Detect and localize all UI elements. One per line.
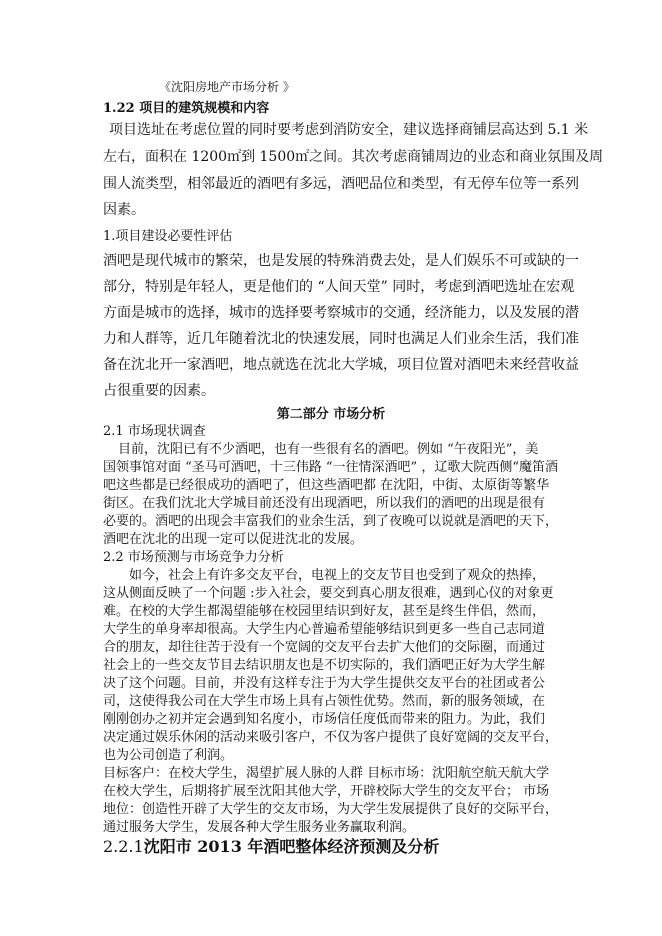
paragraph-line: 目标客户：在校大学生，渴望扩展人脉的人群 目标市场：沈阳航空航天航大学 <box>103 766 550 781</box>
section-heading-2-2: 2.2 市场预测与市场竞争力分析 <box>103 550 284 565</box>
paragraph-line: 吧这些都是已经很成功的酒吧了，但这些酒吧都 在沈阳，中街、太原街等繁华 <box>103 478 550 493</box>
section-heading-1-22: 1.22 项目的建筑规模和内容 <box>103 101 270 116</box>
paragraph-line: 目前，沈阳已有不少酒吧，也有一些很有名的酒吧。例如 “午夜阳光”，美 <box>118 442 539 457</box>
paragraph-line: 通过服务大学生，发展各种大学生服务业务赢取利润。 <box>103 820 416 835</box>
paragraph-line: 围人流类型，相邻最近的酒吧有多远，酒吧品位和类型，有无停车位等一系列 <box>103 176 579 192</box>
section-heading-necessity: 1.项目建设必要性评估 <box>103 229 233 244</box>
document-title: 《沈阳房地产市场分析 》 <box>159 80 295 94</box>
paragraph-line: 部分，特别是年轻人，更是他们的 “人间天堂” 同时，考虑到酒吧选址在宏观 <box>103 279 575 295</box>
paragraph-line: 大学生的单身率却很高。大学生内心普遍希望能够结识到更多一些自己志同道 <box>103 622 546 637</box>
section-heading-2-1: 2.1 市场现状调查 <box>103 424 206 439</box>
paragraph-line: 左右，面积在 1200㎡到 1500㎡之间。其次考虑商铺周边的业态和商业氛围及周 <box>103 149 604 165</box>
paragraph-line: 在校大学生，后期将扩展至沈阳其他大学，开辟校际大学生的交友平台； 市场 <box>103 784 550 799</box>
paragraph-line: 备在沈北开一家酒吧，地点就选在沈北大学城，项目位置对酒吧未来经营收益 <box>103 357 579 373</box>
paragraph-line: 酒吧是现代城市的繁荣，也是发展的特殊消费去处，是人们娱乐不可或缺的一 <box>103 253 579 269</box>
paragraph-line: 决了这个问题。目前，并没有这样专注于为大学生提供交友平台的社团或者公 <box>103 676 546 691</box>
paragraph-line: 街区。在我们沈北大学城目前还没有出现酒吧，所以我们的酒吧的出现是很有 <box>103 496 546 511</box>
paragraph-line: 国领事馆对面 “圣马可酒吧，十三伟路 “一往情深酒吧” ，辽歌大院西侧“魔笛酒 <box>103 460 558 475</box>
section-title: 沈阳市 2013 年酒吧整体经济预测及分析 <box>143 837 440 856</box>
paragraph-line: 这从侧面反映了一个问题 :步入社会，要交到真心朋友很难，遇到心仪的对象更 <box>103 586 554 601</box>
part-title: 第二部分 市场分析 <box>276 407 386 422</box>
paragraph-line: 决定通过娱乐休闲的活动来吸引客户，不仅为客户提供了良好宽阔的交友平台， <box>103 730 559 745</box>
section-number: 2.2.1 <box>103 837 144 856</box>
paragraph-line: 也为公司创造了利润。 <box>103 748 234 763</box>
paragraph-line: 司，这使得我公司在大学生市场上具有占领性优势。然而，新的服务领域，在 <box>103 694 546 709</box>
paragraph-line: 力和人群等，近几年随着沈北的快速发展，同时也满足人们业余生活，我们准 <box>103 331 579 347</box>
paragraph-line: 如今，社会上有许多交友平台，电视上的交友节目也受到了观众的热捧， <box>129 568 546 583</box>
paragraph-line: 方面是城市的选择，城市的选择要考察城市的交通，经济能力，以及发展的潜 <box>103 305 579 321</box>
paragraph-line: 因素。 <box>103 202 145 218</box>
paragraph-line: 难。在校的大学生都渴望能够在校园里结识到好友，甚至是终生伴侣，然而， <box>103 604 546 619</box>
paragraph-line: 必要的。酒吧的出现会丰富我们的业余生活，到了夜晚可以说就是酒吧的天下， <box>103 514 559 529</box>
paragraph-line: 酒吧在沈北的出现一定可以促进沈北的发展。 <box>103 532 364 547</box>
paragraph-line: 刚刚创办之初并定会遇到知名度小，市场信任度低而带来的阻力。为此，我们 <box>103 712 546 727</box>
paragraph-line: 合的朋友，却往往苦于没有一个宽阔的交友平台去扩大他们的交际圈，而通过 <box>103 640 546 655</box>
paragraph-line: 项目选址在考虑位置的同时要考虑到消防安全，建议选择商铺层高达到 5.1 米 <box>109 122 589 138</box>
section-heading-2-2-1 <box>103 834 439 857</box>
paragraph-line: 占很重要的因素。 <box>103 383 215 399</box>
paragraph-line: 社会上的一些交友节目去结识朋友也是不切实际的，我们酒吧正好为大学生解 <box>103 658 546 673</box>
paragraph-line: 地位：创造性开辟了大学生的交友市场，为大学生发展提供了良好的交际平台， <box>103 802 559 817</box>
